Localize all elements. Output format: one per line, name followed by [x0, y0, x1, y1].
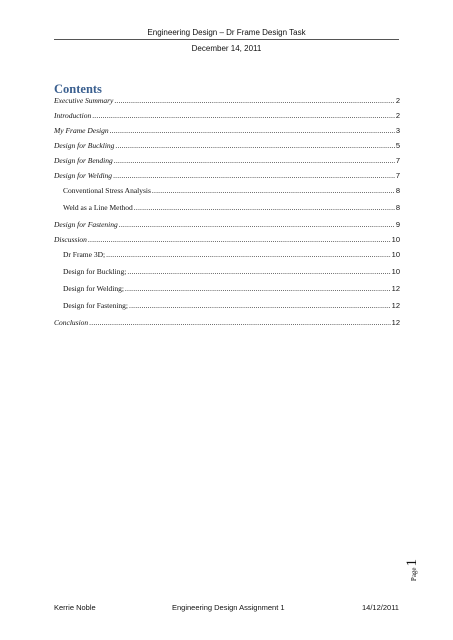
- toc-entry[interactable]: [54, 249, 400, 266]
- toc-entry-page: 7: [395, 171, 400, 180]
- toc-entry-page: 2: [395, 111, 400, 120]
- toc-entry-title: Introduction: [54, 111, 92, 120]
- toc-dot-leader: [152, 185, 395, 197]
- toc-entry[interactable]: [54, 300, 400, 317]
- toc-entry[interactable]: [54, 234, 400, 249]
- toc-entry-title: Dr Frame 3D;: [63, 250, 106, 259]
- toc-heading: Contents: [54, 82, 102, 96]
- page-number-label: [404, 558, 448, 582]
- toc-entry[interactable]: [54, 155, 400, 170]
- table-of-contents: [54, 95, 400, 332]
- toc-entry-page: 7: [395, 156, 400, 165]
- footer-author: Kerrie Noble: [54, 603, 96, 612]
- toc-dot-leader: [129, 300, 391, 312]
- toc-entry-page: 12: [391, 318, 400, 327]
- toc-entry-title: Design for Buckling: [54, 141, 115, 150]
- toc-entry-page: 10: [391, 235, 400, 244]
- toc-entry-title: Discussion: [54, 235, 87, 244]
- toc-entry-title: Conclusion: [54, 318, 89, 327]
- toc-entry[interactable]: [54, 110, 400, 125]
- toc-entry[interactable]: [54, 185, 400, 202]
- toc-dot-leader: [125, 283, 391, 295]
- footer-date: 14/12/2011: [362, 603, 399, 612]
- toc-entry-page: 8: [395, 186, 400, 195]
- toc-entry-page: 5: [395, 141, 400, 150]
- toc-entry-title: Executive Summary: [54, 96, 114, 105]
- toc-dot-leader: [106, 249, 391, 261]
- toc-dot-leader: [89, 317, 390, 329]
- toc-entry[interactable]: [54, 219, 400, 234]
- toc-dot-leader: [92, 110, 395, 122]
- toc-entry-title: Weld as a Line Method: [63, 203, 133, 212]
- toc-entry[interactable]: [54, 317, 400, 332]
- toc-entry-page: 2: [395, 96, 400, 105]
- toc-entry[interactable]: [54, 202, 400, 219]
- header-rule: [54, 39, 399, 40]
- toc-dot-leader: [115, 140, 394, 152]
- toc-entry-page: 3: [395, 126, 400, 135]
- toc-entry[interactable]: [54, 125, 400, 140]
- toc-entry-page: 10: [391, 250, 400, 259]
- toc-entry-title: My Frame Design: [54, 126, 109, 135]
- toc-dot-leader: [114, 95, 394, 107]
- toc-dot-leader: [127, 266, 390, 278]
- toc-entry-page: 12: [391, 284, 400, 293]
- toc-dot-leader: [110, 125, 395, 137]
- toc-entry-title: Design for Bending: [54, 156, 113, 165]
- toc-entry-page: 8: [395, 203, 400, 212]
- toc-entry-title: Design for Fastening;: [63, 301, 128, 310]
- toc-dot-leader: [119, 219, 395, 231]
- toc-entry-title: Design for Welding: [54, 171, 113, 180]
- toc-entry[interactable]: [54, 95, 400, 110]
- toc-dot-leader: [113, 170, 395, 182]
- toc-entry[interactable]: [54, 170, 400, 185]
- footer-document-title: Engineering Design Assignment 1: [172, 603, 285, 612]
- header-title: Engineering Design – Dr Frame Design Task: [147, 28, 306, 37]
- toc-dot-leader: [88, 234, 391, 246]
- toc-dot-leader: [114, 155, 395, 167]
- header-date: December 14, 2011: [191, 44, 262, 53]
- toc-dot-leader: [134, 202, 395, 214]
- toc-entry[interactable]: [54, 140, 400, 155]
- toc-entry[interactable]: [54, 266, 400, 283]
- page-word: Page: [410, 567, 418, 582]
- page-number: 1: [404, 558, 420, 567]
- toc-entry[interactable]: [54, 283, 400, 300]
- toc-entry-title: Conventional Stress Analysis: [63, 186, 151, 195]
- toc-entry-page: 9: [395, 220, 400, 229]
- toc-entry-page: 12: [391, 301, 400, 310]
- toc-entry-title: Design for Buckling;: [63, 267, 127, 276]
- toc-entry-title: Design for Welding;: [63, 284, 124, 293]
- toc-entry-page: 10: [391, 267, 400, 276]
- toc-entry-title: Design for Fastening: [54, 220, 118, 229]
